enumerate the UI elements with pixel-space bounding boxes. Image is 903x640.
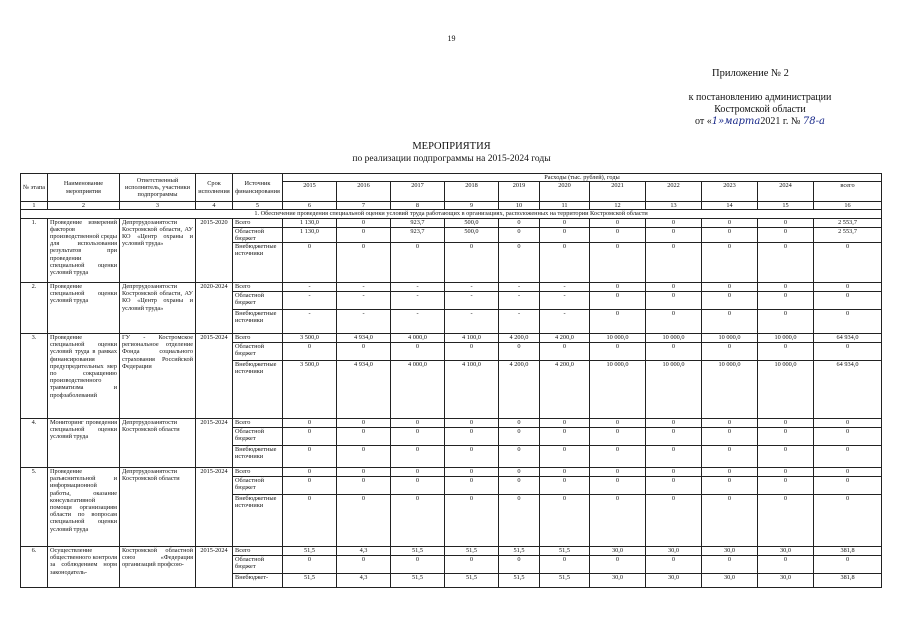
measure-number: 3. — [21, 334, 48, 419]
expense-value: 0 — [758, 477, 814, 495]
expense-value: 0 — [283, 428, 337, 446]
column-number: 14 — [702, 202, 758, 210]
expense-value: 4 000,0 — [391, 361, 445, 419]
expense-value: - — [445, 292, 499, 310]
expense-value: 381,8 — [814, 547, 882, 556]
expense-value: 0 — [758, 556, 814, 574]
expense-value: 0 — [646, 495, 702, 547]
expense-value: 0 — [337, 218, 391, 227]
table-row — [21, 468, 882, 477]
expense-value: 0 — [337, 343, 391, 361]
expense-value: 4 200,0 — [540, 334, 590, 343]
expense-value: 0 — [646, 446, 702, 468]
measure-period: 2015-2024 — [196, 419, 233, 468]
expense-value: 30,0 — [646, 574, 702, 588]
expense-value: 0 — [391, 495, 445, 547]
expense-value: 0 — [702, 243, 758, 283]
expense-value: 2 553,7 — [814, 218, 882, 227]
funding-source: Областной бюджет — [233, 556, 283, 574]
measure-name: Осуществление общественного контроля за соблюдением норм законодатель- — [48, 547, 120, 588]
column-number: 12 — [590, 202, 646, 210]
expense-value: 2 553,7 — [814, 227, 882, 242]
expense-value: 51,5 — [391, 574, 445, 588]
expense-value: 0 — [445, 243, 499, 283]
expense-value: 0 — [814, 419, 882, 428]
table-row — [21, 218, 882, 227]
expense-value: 0 — [702, 343, 758, 361]
expense-value: 10 000,0 — [758, 361, 814, 419]
expense-value: 0 — [646, 428, 702, 446]
funding-source: Внебюджетные источники — [233, 495, 283, 547]
funding-source: Областной бюджет — [233, 428, 283, 446]
expense-value: 500,0 — [445, 218, 499, 227]
expense-value: 30,0 — [646, 547, 702, 556]
expense-value: 0 — [758, 343, 814, 361]
expense-value: 0 — [391, 243, 445, 283]
expense-value: 0 — [814, 477, 882, 495]
expense-value: 1 130,0 — [283, 227, 337, 242]
expense-value: 923,7 — [391, 227, 445, 242]
expense-value: 0 — [540, 495, 590, 547]
expense-value: 0 — [702, 556, 758, 574]
expense-value: 0 — [814, 468, 882, 477]
expense-value: 0 — [337, 243, 391, 283]
table-row — [21, 547, 882, 556]
section-title: 1. Обеспечение проведения специальной оценки условий труда работающих в организациях, расположенных на территории Костромской области — [21, 210, 882, 218]
expense-value: 0 — [702, 468, 758, 477]
expense-value: 4 200,0 — [499, 334, 540, 343]
expense-value: 51,5 — [445, 547, 499, 556]
expense-value: 0 — [590, 446, 646, 468]
funding-source: Внебюджетные источники — [233, 361, 283, 419]
resolution-year: 2021 г. № — [760, 116, 801, 127]
expense-value: 0 — [337, 428, 391, 446]
expense-value: 0 — [758, 495, 814, 547]
expense-value: 64 934,0 — [814, 361, 882, 419]
expense-value: 0 — [590, 218, 646, 227]
measure-number: 2. — [21, 283, 48, 334]
expense-value: 0 — [283, 243, 337, 283]
expense-value: 51,5 — [499, 547, 540, 556]
expense-value: 0 — [445, 446, 499, 468]
expense-value: 0 — [590, 243, 646, 283]
expense-value: 0 — [540, 419, 590, 428]
expense-value: 0 — [646, 343, 702, 361]
expense-value: 0 — [758, 292, 814, 310]
expense-value: 0 — [540, 343, 590, 361]
measure-responsible: Депртрудозанятости Костромской области, АУ КО «Центр охраны и условий труда» — [120, 218, 196, 282]
expense-value: 0 — [702, 283, 758, 292]
expense-value: - — [445, 310, 499, 334]
expense-value: 0 — [283, 419, 337, 428]
expense-value: 0 — [702, 227, 758, 242]
expense-value: 0 — [758, 419, 814, 428]
expense-value: - — [337, 292, 391, 310]
measure-period: 2015-2020 — [196, 218, 233, 282]
measure-responsible: Депртрудозанятости Костромской области — [120, 419, 196, 468]
expense-value: 0 — [702, 218, 758, 227]
expense-value: 0 — [499, 343, 540, 361]
funding-source: Областной бюджет — [233, 477, 283, 495]
header-name: Наименование мероприятия — [48, 174, 120, 202]
header-year: 2019 — [499, 182, 540, 202]
expense-value: 0 — [391, 477, 445, 495]
expense-value: - — [337, 310, 391, 334]
column-number: 15 — [758, 202, 814, 210]
expense-value: 0 — [814, 556, 882, 574]
expense-value: 51,5 — [283, 574, 337, 588]
expense-value: 0 — [590, 495, 646, 547]
resolution-line-3 — [660, 116, 860, 128]
expense-value: 0 — [646, 477, 702, 495]
expense-value: 0 — [337, 477, 391, 495]
expense-value: - — [499, 283, 540, 292]
measure-period: 2015-2024 — [196, 468, 233, 547]
table-body — [21, 210, 882, 588]
resolution-date-prefix: от « — [695, 116, 712, 127]
header-year: 2021 — [590, 182, 646, 202]
column-number: 10 — [499, 202, 540, 210]
column-number: 16 — [814, 202, 882, 210]
header-year: 2018 — [445, 182, 499, 202]
expense-value: 4 200,0 — [499, 361, 540, 419]
funding-source: Всего — [233, 283, 283, 292]
expense-value: 0 — [590, 343, 646, 361]
header-year: 2015 — [283, 182, 337, 202]
expense-value: 0 — [590, 477, 646, 495]
expense-value: 0 — [391, 343, 445, 361]
column-number: 1 — [21, 202, 48, 210]
measure-responsible: Депртрудозанятости Костромской области — [120, 468, 196, 547]
expense-value: 30,0 — [590, 574, 646, 588]
expense-value: 0 — [337, 227, 391, 242]
expense-value: - — [391, 283, 445, 292]
funding-source: Внебюджетные источники — [233, 446, 283, 468]
expense-value: 0 — [283, 446, 337, 468]
expense-value: 0 — [283, 556, 337, 574]
header-year: всего — [814, 182, 882, 202]
expense-value: 0 — [540, 556, 590, 574]
expense-value: - — [337, 283, 391, 292]
expense-value: 0 — [540, 243, 590, 283]
column-number: 4 — [196, 202, 233, 210]
expense-value: - — [540, 283, 590, 292]
expense-value: 0 — [499, 446, 540, 468]
expense-value: 0 — [283, 477, 337, 495]
header-year: 2024 — [758, 182, 814, 202]
column-number: 7 — [337, 202, 391, 210]
expense-value: 0 — [814, 446, 882, 468]
expense-value: 0 — [499, 243, 540, 283]
expense-value: 4 000,0 — [391, 334, 445, 343]
expense-value: 4,3 — [337, 547, 391, 556]
expense-value: - — [540, 292, 590, 310]
expense-value: 0 — [391, 428, 445, 446]
expense-value: 30,0 — [758, 547, 814, 556]
table-row — [21, 283, 882, 292]
expense-value: - — [499, 292, 540, 310]
expense-value: 51,5 — [445, 574, 499, 588]
funding-source: Внебюджетные источники — [233, 243, 283, 283]
measure-name: Проведение измерений факторов производственной среды для использования результатов при проведении специальной оценки условий труда — [48, 218, 120, 282]
expense-value: 0 — [646, 419, 702, 428]
expense-value: 0 — [445, 419, 499, 428]
column-number: 5 — [233, 202, 283, 210]
funding-source: Областной бюджет — [233, 227, 283, 242]
expense-value: 0 — [758, 468, 814, 477]
expense-value: 0 — [540, 477, 590, 495]
expense-value: 64 934,0 — [814, 334, 882, 343]
expense-value: 500,0 — [445, 227, 499, 242]
expense-value: 0 — [391, 468, 445, 477]
expense-value: 0 — [499, 218, 540, 227]
expense-value: 0 — [445, 343, 499, 361]
expense-value: - — [445, 283, 499, 292]
measure-number: 1. — [21, 218, 48, 282]
expense-value: 0 — [590, 292, 646, 310]
expense-value: 0 — [590, 310, 646, 334]
expense-value: 51,5 — [540, 547, 590, 556]
expense-value: 10 000,0 — [646, 334, 702, 343]
expense-value: 4 934,0 — [337, 334, 391, 343]
expense-value: 0 — [646, 556, 702, 574]
page-number: 19 — [447, 34, 456, 43]
expense-value: 30,0 — [590, 547, 646, 556]
expense-value: - — [283, 310, 337, 334]
column-number: 2 — [48, 202, 120, 210]
expense-value: 3 500,0 — [283, 361, 337, 419]
expense-value: 0 — [814, 283, 882, 292]
expense-value: 0 — [814, 310, 882, 334]
measure-number: 6. — [21, 547, 48, 588]
expense-value: 0 — [337, 495, 391, 547]
expense-value: 0 — [499, 468, 540, 477]
document-subtitle: по реализации подпрограммы на 2015-2024 годы — [352, 154, 551, 164]
expense-value: 0 — [646, 218, 702, 227]
expense-value: 0 — [590, 419, 646, 428]
funding-source: Областной бюджет — [233, 343, 283, 361]
expense-value: 10 000,0 — [646, 361, 702, 419]
funding-source: Внебюджетные источники — [233, 310, 283, 334]
column-number: 13 — [646, 202, 702, 210]
expense-value: 4 200,0 — [540, 361, 590, 419]
funding-source: Областной бюджет — [233, 292, 283, 310]
measure-number: 5. — [21, 468, 48, 547]
expense-value: 0 — [283, 343, 337, 361]
expense-value: 0 — [337, 446, 391, 468]
expense-value: 381,8 — [814, 574, 882, 588]
expense-value: 4 100,0 — [445, 361, 499, 419]
expense-value: 0 — [814, 343, 882, 361]
expense-value: 0 — [702, 419, 758, 428]
measure-name: Проведение разъяснительной и информационной работы, оказание консультативной помощи организациям области по вопросам специальной оценки условий труда — [48, 468, 120, 547]
expense-value: 0 — [646, 243, 702, 283]
resolution-block — [660, 92, 860, 128]
table-row — [21, 419, 882, 428]
expense-value: 0 — [758, 310, 814, 334]
expense-value: 10 000,0 — [590, 361, 646, 419]
expense-value: 0 — [445, 495, 499, 547]
expense-value: 0 — [814, 292, 882, 310]
expense-value: 0 — [646, 310, 702, 334]
expense-value: 3 500,0 — [283, 334, 337, 343]
expense-value: 0 — [814, 428, 882, 446]
expense-value: 0 — [590, 283, 646, 292]
table-row — [21, 334, 882, 343]
expense-value: 0 — [445, 556, 499, 574]
funding-source: Всего — [233, 419, 283, 428]
header-year: 2017 — [391, 182, 445, 202]
expense-value: 0 — [540, 446, 590, 468]
column-number: 3 — [120, 202, 196, 210]
handwritten-number: 78-а — [802, 116, 825, 127]
expense-value: 0 — [646, 227, 702, 242]
expense-value: 0 — [590, 468, 646, 477]
expense-value: 0 — [702, 310, 758, 334]
expense-value: 0 — [702, 292, 758, 310]
expense-value: 0 — [391, 446, 445, 468]
expense-value: 0 — [702, 477, 758, 495]
measure-responsible: Депртрудозанятости Костромской области, АУ КО «Центр охраны и условий труда» — [120, 283, 196, 334]
expense-value: 0 — [540, 468, 590, 477]
expense-value: 0 — [702, 446, 758, 468]
expense-value: 1 130,0 — [283, 218, 337, 227]
expense-value: - — [540, 310, 590, 334]
expense-value: 51,5 — [540, 574, 590, 588]
expense-value: 10 000,0 — [702, 361, 758, 419]
expense-value: 0 — [499, 419, 540, 428]
expense-value: 0 — [814, 495, 882, 547]
expense-value: 30,0 — [702, 547, 758, 556]
expense-value: 0 — [590, 556, 646, 574]
expense-value: 0 — [814, 243, 882, 283]
expense-value: - — [283, 283, 337, 292]
expense-value: 0 — [540, 218, 590, 227]
expense-value: 0 — [499, 556, 540, 574]
appendix-label: Приложение № 2 — [712, 68, 789, 79]
resolution-line-2: Костромской области — [714, 104, 806, 115]
measure-period: 2020-2024 — [196, 283, 233, 334]
expense-value: 0 — [499, 428, 540, 446]
expense-value: 0 — [540, 227, 590, 242]
handwritten-month: »марта — [718, 116, 761, 127]
measures-table — [20, 173, 882, 588]
header-num: № этапа — [21, 174, 48, 202]
expense-value: 10 000,0 — [590, 334, 646, 343]
measure-name: Проведение специальной оценки условий труда — [48, 283, 120, 334]
expense-value: 0 — [758, 428, 814, 446]
expense-value: 923,7 — [391, 218, 445, 227]
expense-value: 0 — [499, 227, 540, 242]
header-year: 2022 — [646, 182, 702, 202]
column-number: 6 — [283, 202, 337, 210]
expense-value: - — [391, 310, 445, 334]
resolution-line-1: к постановлению администрации — [688, 92, 832, 103]
expense-value: 30,0 — [702, 574, 758, 588]
expense-value: 0 — [758, 218, 814, 227]
document-title: МЕРОПРИЯТИЯ — [412, 141, 491, 152]
funding-source: Всего — [233, 468, 283, 477]
table-header — [21, 174, 882, 210]
document-title-block — [0, 140, 903, 166]
expense-value: 0 — [337, 468, 391, 477]
expense-value: 0 — [337, 419, 391, 428]
measure-responsible: Костромской областной союз «Федерация организаций профсою- — [120, 547, 196, 588]
handwritten-day: 1 — [711, 116, 719, 127]
expense-value: 0 — [283, 468, 337, 477]
expense-value: 51,5 — [391, 547, 445, 556]
expense-value: 0 — [646, 283, 702, 292]
header-year: 2016 — [337, 182, 391, 202]
measure-name: Мониторинг проведения специальной оценки условий труда — [48, 419, 120, 468]
expense-value: 0 — [445, 428, 499, 446]
expense-value: 0 — [758, 227, 814, 242]
expense-value: 0 — [758, 283, 814, 292]
header-period: Срок исполнения — [196, 174, 233, 202]
measure-responsible: ГУ - Костромское региональное отделение Фонда социального страхования Российской Федерации — [120, 334, 196, 419]
measure-number: 4. — [21, 419, 48, 468]
funding-source: Всего — [233, 334, 283, 343]
measure-period: 2015-2024 — [196, 547, 233, 588]
expense-value: 4 934,0 — [337, 361, 391, 419]
expense-value: 51,5 — [499, 574, 540, 588]
expense-value: 0 — [499, 477, 540, 495]
expense-value: 0 — [702, 428, 758, 446]
expense-value: - — [391, 292, 445, 310]
expense-value: 0 — [445, 468, 499, 477]
expense-value: - — [283, 292, 337, 310]
column-number: 9 — [445, 202, 499, 210]
expense-value: 0 — [499, 495, 540, 547]
header-expenses: Расходы (тыс. рублей), годы — [283, 174, 882, 182]
expense-value: 30,0 — [758, 574, 814, 588]
expense-value: 4 100,0 — [445, 334, 499, 343]
expense-value: 0 — [758, 446, 814, 468]
expense-value: 10 000,0 — [758, 334, 814, 343]
expense-value: 0 — [590, 227, 646, 242]
header-source: Источник финансирования — [233, 174, 283, 202]
expense-value: 0 — [283, 495, 337, 547]
expense-value: 0 — [646, 468, 702, 477]
column-number: 11 — [540, 202, 590, 210]
funding-source: Всего — [233, 218, 283, 227]
expense-value: 0 — [391, 419, 445, 428]
expense-value: 0 — [445, 477, 499, 495]
expense-value: 4,3 — [337, 574, 391, 588]
measure-name: Проведение специальной оценки условий труда в рамках финансирования предупредительных мер по сокращению производственного травматизма и профзаболеваний — [48, 334, 120, 419]
header-year: 2023 — [702, 182, 758, 202]
expense-value: 0 — [391, 556, 445, 574]
expense-value: 0 — [337, 556, 391, 574]
expense-value: 0 — [758, 243, 814, 283]
header-year: 2020 — [540, 182, 590, 202]
expense-value: 10 000,0 — [702, 334, 758, 343]
funding-source: Внебюджет- — [233, 574, 283, 588]
expense-value: 0 — [646, 292, 702, 310]
expense-value: - — [499, 310, 540, 334]
header-responsible: Ответственный исполнитель, участники подпрограммы — [120, 174, 196, 202]
expense-value: 0 — [540, 428, 590, 446]
expense-value: 0 — [590, 428, 646, 446]
expense-value: 0 — [702, 495, 758, 547]
column-number: 8 — [391, 202, 445, 210]
funding-source: Всего — [233, 547, 283, 556]
measure-period: 2015-2024 — [196, 334, 233, 419]
expense-value: 51,5 — [283, 547, 337, 556]
